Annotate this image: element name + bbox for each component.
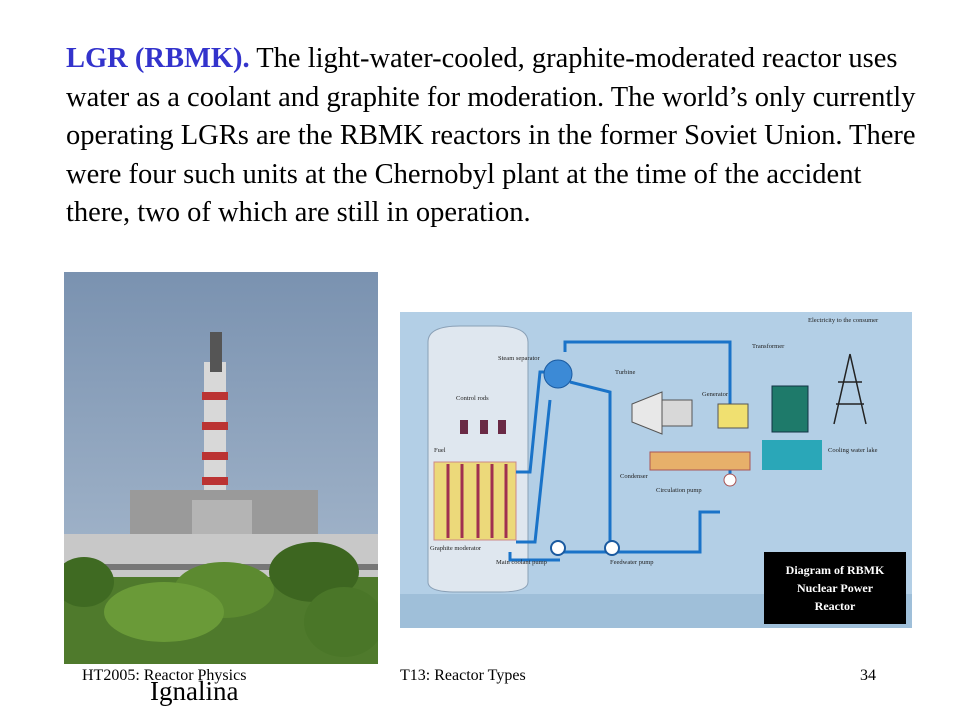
label-feedwater-pump: Feedwater pump bbox=[610, 559, 654, 566]
slide-lead: LGR (RBMK). bbox=[66, 43, 250, 74]
label-main-coolant-pump: Main coolant pump bbox=[496, 559, 547, 566]
label-turbine: Turbine bbox=[615, 369, 636, 376]
page-number: 34 bbox=[860, 667, 876, 684]
diagram-title-line-1: Diagram of RBMK bbox=[785, 563, 885, 577]
label-generator: Generator bbox=[702, 391, 728, 398]
label-graphite-moderator: Graphite moderator bbox=[430, 545, 482, 552]
label-transformer: Transformer bbox=[752, 343, 785, 350]
label-cooling-water-lake: Cooling water lake bbox=[828, 447, 878, 454]
slide-text bbox=[66, 40, 926, 233]
footer-topic: T13: Reactor Types bbox=[400, 667, 526, 684]
label-condenser: Condenser bbox=[620, 473, 648, 480]
footer-course: HT2005: Reactor Physics bbox=[82, 667, 247, 684]
label-control-rods: Control rods bbox=[456, 395, 489, 402]
label-steam-separator: Steam separator bbox=[498, 355, 540, 362]
label-circulation-pump: Circulation pump bbox=[656, 487, 702, 494]
ignalina-photo bbox=[64, 272, 378, 664]
label-electricity: Electricity to the consumer bbox=[808, 317, 879, 324]
rbmk-diagram bbox=[400, 312, 912, 628]
photo-caption: Ignalina bbox=[150, 676, 239, 706]
diagram-title-line-3: Reactor bbox=[814, 599, 856, 613]
slide-body: The light-water-cooled, graphite-moderated reactor uses water as a coolant and graphite for moderation. The world’s only currently operating LGRs are the RBMK reactors in the former Soviet Union. There were four such units at the Chernobyl plant at the time of the accident there, two of which are still in operation. bbox=[66, 43, 916, 228]
label-fuel: Fuel bbox=[434, 447, 446, 454]
diagram-title-line-2: Nuclear Power bbox=[796, 581, 874, 595]
